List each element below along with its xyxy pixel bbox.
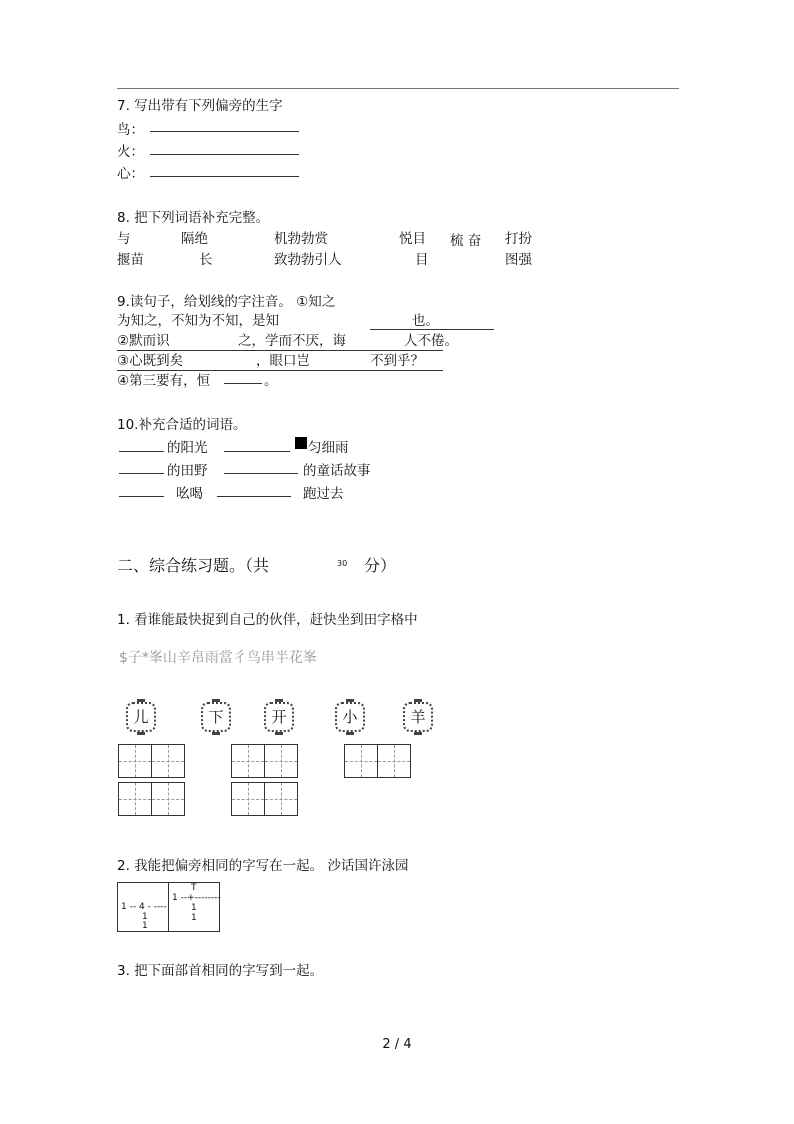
tianzige-group-4[interactable] [118, 782, 185, 816]
radical-table-cell-2[interactable]: T 1 --+-------- 1 1 [168, 883, 219, 931]
q9-line4-a: ④第三要有，恒 [117, 373, 211, 389]
flower-char-1[interactable]: 儿 [126, 702, 156, 732]
tianzige-group-3[interactable] [344, 744, 411, 778]
q10-r3b: 跑过去 [303, 486, 344, 502]
q9-line4-b: 。 [264, 373, 278, 389]
q10-r2b: 的童话故事 [303, 463, 371, 479]
q10-blank-4[interactable] [224, 473, 298, 474]
s3-title: 3. 把下面部首相同的字写到一起。 [117, 963, 324, 979]
q9-line1: 为知之，不知为不知，是知 [117, 313, 279, 329]
s1-title: 1. 看谁能最快捉到自己的伙伴，赶快坐到田字格中 [117, 612, 418, 628]
q7-blank-1[interactable] [150, 131, 299, 132]
q8-r1-1: 与 [117, 231, 131, 247]
section2-title: 二、综合练习题。（共 [117, 556, 270, 575]
radical-table-cell-1[interactable]: 1 -- 4 - ---- 1 1 [121, 902, 167, 931]
q9-line3-a: ③心既到矣 [117, 353, 184, 369]
page-number: 2 / 4 [382, 1037, 412, 1052]
q8-title: 8. 把下列词语补充完整。 [117, 210, 270, 226]
q7-item-bird: 鸟： [117, 122, 144, 138]
q8-r2-3: 致勃勃引人 [274, 252, 342, 268]
flower-char-2[interactable]: 下 [201, 702, 231, 732]
q8-r2-5: 图强 [505, 252, 532, 268]
q10-title: 10.补充合适的词语。 [117, 417, 247, 433]
q10-r1a: 的阳光 [167, 440, 208, 456]
q9-line3-c: 不到乎？ [370, 353, 424, 369]
flower-char-3[interactable]: 开 [264, 702, 294, 732]
flower-char-4[interactable]: 小 [335, 702, 365, 732]
s1-chars: $子*峯山辛帛雨當彳鸟串半花峯 [119, 650, 317, 666]
q8-r1-6: 打扮 [505, 231, 532, 247]
q8-r1-2: 隔绝 [181, 231, 208, 247]
tianzige-group-1[interactable] [118, 744, 185, 778]
q9-line1-end: 也。 [412, 313, 439, 329]
section2-score: 30 [337, 559, 348, 568]
q7-title: 7. 写出带有下列偏旁的生字 [117, 98, 283, 114]
section2-suffix: 分） [364, 556, 397, 575]
q10-blank-2[interactable] [224, 451, 290, 452]
q7-item-fire: 火： [117, 144, 144, 160]
q9-line3-b: ，眼口岂 [256, 353, 310, 369]
q10-blank-5[interactable] [119, 496, 164, 497]
q8-r1-3: 机勃勃赏 [274, 231, 328, 247]
q9-line2-a: ②默而识 [117, 333, 170, 349]
s2-title: 2. 我能把偏旁相同的字写在一起。 沙话国许泳园 [117, 858, 409, 874]
q10-blank-6[interactable] [217, 496, 291, 497]
q8-r2-4: 目 [415, 252, 429, 268]
q8-r1-4: 悦目 [399, 231, 426, 247]
flower-char-5[interactable]: 羊 [403, 702, 433, 732]
q10-r2a: 的田野 [167, 463, 208, 479]
q7-blank-3[interactable] [150, 176, 299, 177]
q9-line2-c: 人不倦。 [404, 333, 458, 349]
radical-table[interactable] [117, 882, 220, 932]
q9-line2-b: 之，学而不厌，诲 [238, 333, 346, 349]
q7-item-heart: 心： [117, 166, 144, 182]
header-rule [117, 88, 679, 89]
q9-title: 9.读句子，给划线的字注音。 ①知之 [117, 294, 336, 310]
q8-r2-2: 长 [199, 252, 213, 268]
q8-r1-5: 梳 奋 [450, 233, 482, 249]
q8-r2-1: 揠苗 [117, 252, 144, 268]
q10-r3a: 吆喝 [176, 486, 203, 502]
q10-blank-1[interactable] [119, 451, 164, 452]
tianzige-group-5[interactable] [231, 782, 298, 816]
q9-blank-4[interactable] [224, 383, 262, 384]
q10-r1b-marker [295, 436, 307, 452]
q10-r1b: 匀细雨 [308, 440, 349, 456]
tianzige-group-2[interactable] [231, 744, 298, 778]
q10-blank-3[interactable] [119, 473, 164, 474]
q7-blank-2[interactable] [150, 154, 299, 155]
